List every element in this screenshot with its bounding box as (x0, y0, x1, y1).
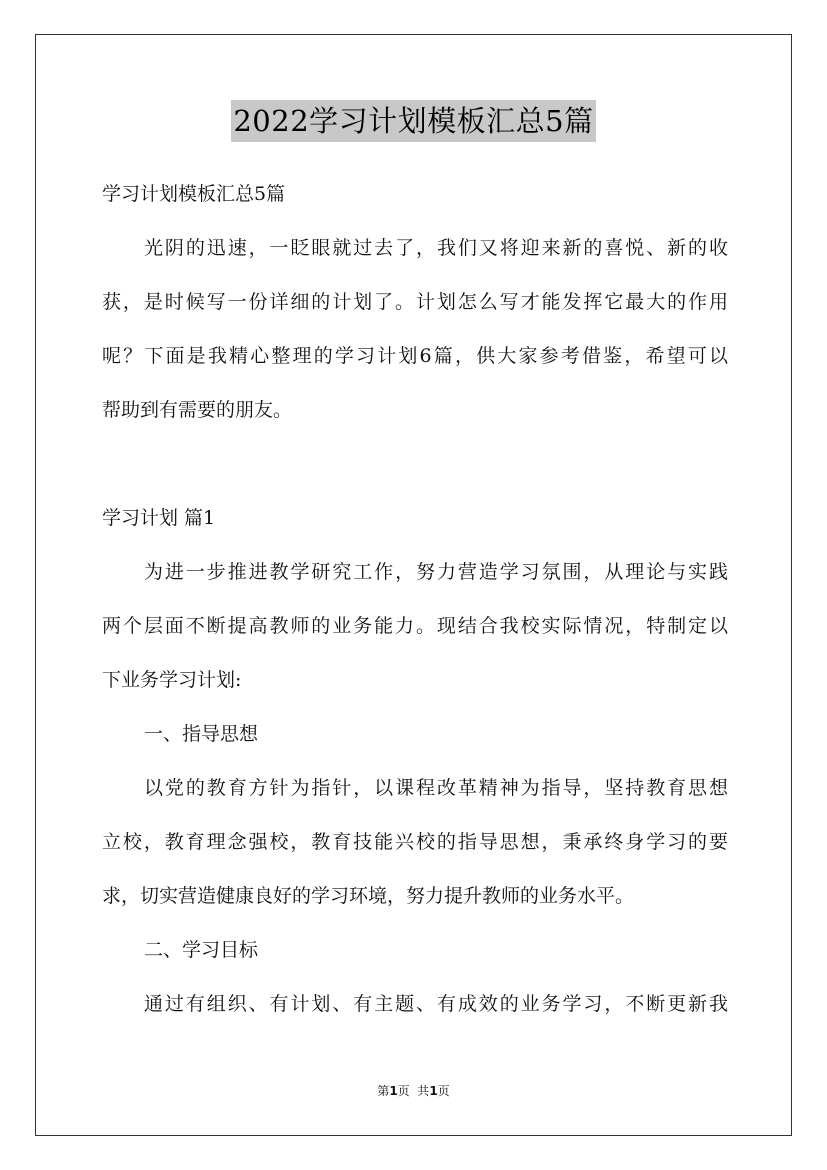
paragraph-line: 为进一步推进教学研究工作，努力营造学习氛围，从理论与实践 (144, 561, 728, 583)
paragraph-line: 呢？下面是我精心整理的学习计划6篇，供大家参考借鉴，希望可以 (102, 345, 728, 367)
paragraph-line: 通过有组织、有计划、有主题、有成效的业务学习，不断更新我 (144, 993, 728, 1015)
paragraph-line: 下业务学习计划: (102, 669, 242, 691)
subsection-heading: 一、指导思想 (144, 723, 259, 745)
title-wrapper (0, 100, 827, 142)
footer-total-pages: 1 (429, 1084, 438, 1098)
footer-suffix: 页 (437, 1084, 450, 1098)
document-title: 2022学习计划模板汇总5篇 (231, 100, 595, 142)
page-footer (0, 1082, 827, 1100)
paragraph-line: 光阴的迅速，一眨眼就过去了，我们又将迎来新的喜悦、新的收 (144, 237, 728, 259)
footer-prefix: 第 (377, 1084, 390, 1098)
paragraph-line: 以党的教育方针为指针，以课程改革精神为指导，坚持教育思想 (144, 777, 728, 799)
paragraph-line: 帮助到有需要的朋友。 (102, 399, 293, 421)
subtitle-line: 学习计划模板汇总5篇 (102, 183, 286, 205)
paragraph-line: 求，切实营造健康良好的学习环境，努力提升教师的业务水平。 (102, 885, 635, 907)
paragraph-line: 立校，教育理念强校，教育技能兴校的指导思想，秉承终身学习的要 (102, 831, 728, 853)
section-heading: 学习计划 篇1 (102, 507, 216, 529)
subsection-heading: 二、学习目标 (144, 939, 259, 961)
paragraph-line: 两个层面不断提高教师的业务能力。现结合我校实际情况，特制定以 (102, 615, 728, 637)
footer-mid: 页 共 (397, 1084, 430, 1098)
paragraph-line: 获，是时候写一份详细的计划了。计划怎么写才能发挥它最大的作用 (102, 291, 728, 313)
footer-current-page: 1 (389, 1084, 398, 1098)
